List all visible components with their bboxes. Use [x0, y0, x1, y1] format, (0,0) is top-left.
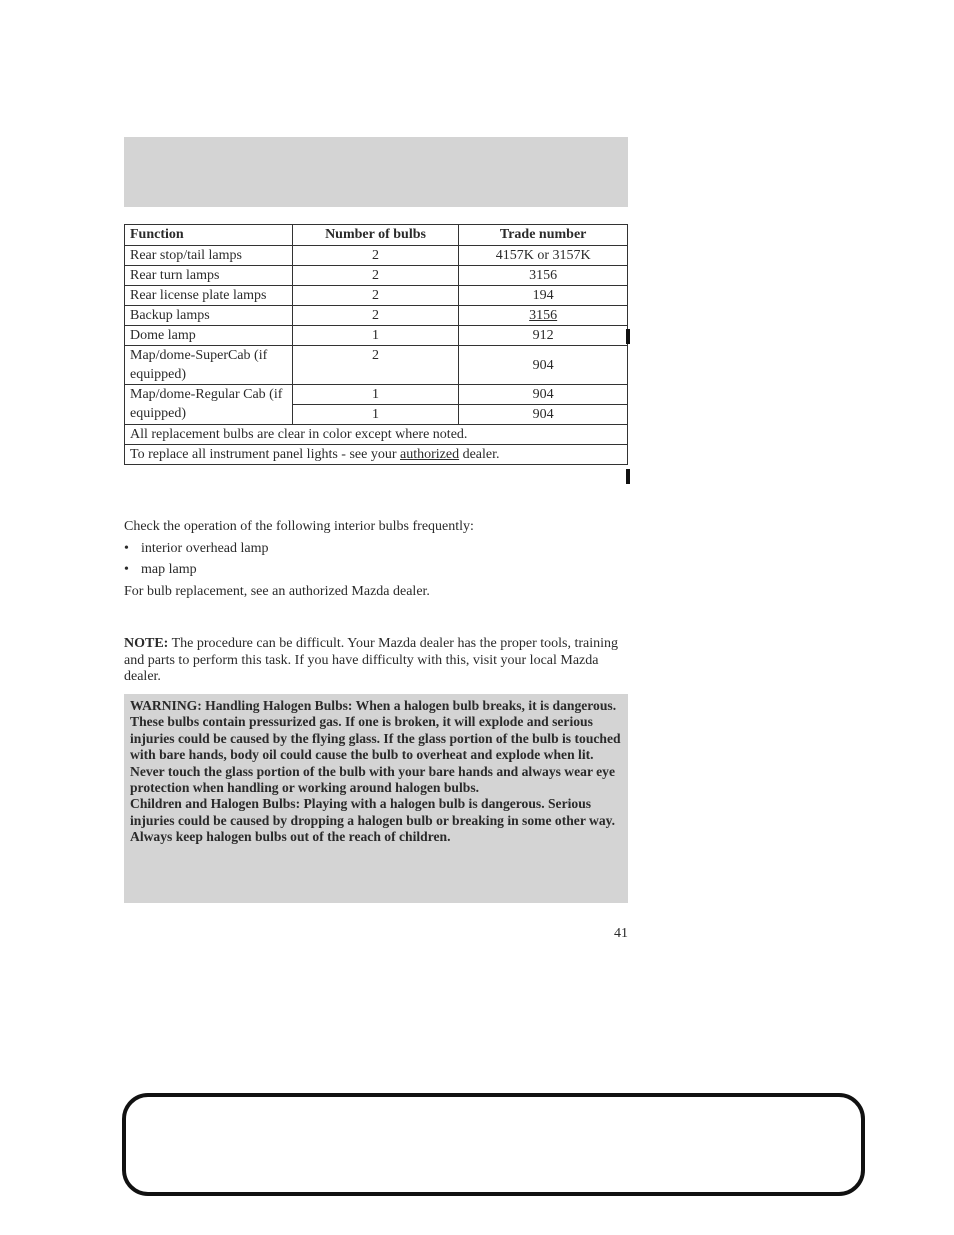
bullet-dot: •: [124, 562, 129, 577]
table-row: [125, 266, 628, 286]
cell-function: Dome lamp: [125, 326, 293, 346]
cell-count: 2: [292, 246, 459, 266]
bulb-table: [124, 224, 628, 465]
warning-halogen-children: Children and Halogen Bulbs: Playing with a halogen bulb is dangerous. Serious injuries could be caused by dropping a halogen bulb or breaking in some other way. Always keep halogen bulbs out of the reach of children.: [130, 796, 616, 845]
bullet-dot: •: [124, 541, 129, 556]
cell-count: 2: [292, 286, 459, 306]
trade-number-underlined: 3156: [529, 308, 558, 323]
cell-count: 2: [292, 306, 459, 326]
cell-trade: [459, 306, 628, 326]
cell-function: Map/dome-SuperCab (if equipped): [125, 346, 293, 385]
table-header-row: [125, 225, 628, 246]
cell-trade: 3156: [459, 266, 628, 286]
warning-box: [124, 694, 628, 903]
cell-count: 2: [292, 266, 459, 286]
cell-function: Rear license plate lamps: [125, 286, 293, 306]
note-panel-underlined: authorized: [400, 447, 460, 462]
cell-trade: 904: [459, 346, 628, 385]
revision-bar: [626, 329, 630, 344]
section-header-band: [124, 137, 628, 207]
footer-box: [122, 1093, 865, 1196]
cell-function: Rear turn lamps: [125, 266, 293, 286]
replacement-text: For bulb replacement, see an authorized Mazda dealer.: [124, 584, 430, 599]
cell-trade: 4157K or 3157K: [459, 246, 628, 266]
note-paragraph: [124, 636, 630, 686]
table-note-row: [125, 425, 628, 445]
cell-function: Map/dome-Regular Cab (if equipped): [125, 385, 293, 425]
cell-trade: 904: [459, 385, 628, 405]
note-label: NOTE:: [124, 636, 169, 651]
note-instrument-panel: [125, 445, 628, 465]
revision-bar: [626, 469, 630, 484]
cell-trade: 904: [459, 405, 628, 425]
note-clear-bulbs: All replacement bulbs are clear in color except where noted.: [125, 425, 628, 445]
note-text: The procedure can be difficult. Your Mazda dealer has the proper tools, training and parts to perform this task. If you have difficulty with this, visit your local Mazda dealer.: [124, 636, 619, 684]
list-item: [124, 540, 269, 557]
table-row: [125, 385, 628, 405]
page-number: 41: [614, 926, 628, 941]
warning-halogen-handling: WARNING: Handling Halogen Bulbs: When a halogen bulb breaks, it is dangerous. These bulbs contain pressurized gas. If one is broken, it will explode and serious injuries could be caused by the flying glass. If the glass portion of the bulb is touched with bare hands, body oil could cause the bulb to overheat and explode when lit. Never touch the glass portion of the bulb with your bare hands and always wear eye protection when handling or working around halogen bulbs.: [130, 698, 621, 796]
cell-trade: 912: [459, 326, 628, 346]
list-item: [124, 561, 197, 578]
table-row: [125, 326, 628, 346]
cell-function: Backup lamps: [125, 306, 293, 326]
list-item-text: interior overhead lamp: [141, 541, 269, 556]
table-row: [125, 306, 628, 326]
interior-intro: Check the operation of the following interior bulbs frequently:: [124, 519, 474, 534]
column-header-trade: Trade number: [459, 225, 628, 246]
column-header-function: Function: [125, 225, 293, 246]
cell-function: Rear stop/tail lamps: [125, 246, 293, 266]
cell-count: 1: [292, 385, 459, 405]
cell-count: 2: [292, 346, 459, 385]
table-row: [125, 286, 628, 306]
table-row: [125, 246, 628, 266]
cell-trade: 194: [459, 286, 628, 306]
table-note-row: [125, 445, 628, 465]
table-row: [125, 346, 628, 385]
note-panel-text: To replace all instrument panel lights - see your: [130, 447, 400, 462]
note-panel-text-end: dealer.: [459, 447, 500, 462]
column-header-number: Number of bulbs: [292, 225, 459, 246]
list-item-text: map lamp: [141, 562, 197, 577]
cell-count: 1: [292, 326, 459, 346]
cell-count: 1: [292, 405, 459, 425]
